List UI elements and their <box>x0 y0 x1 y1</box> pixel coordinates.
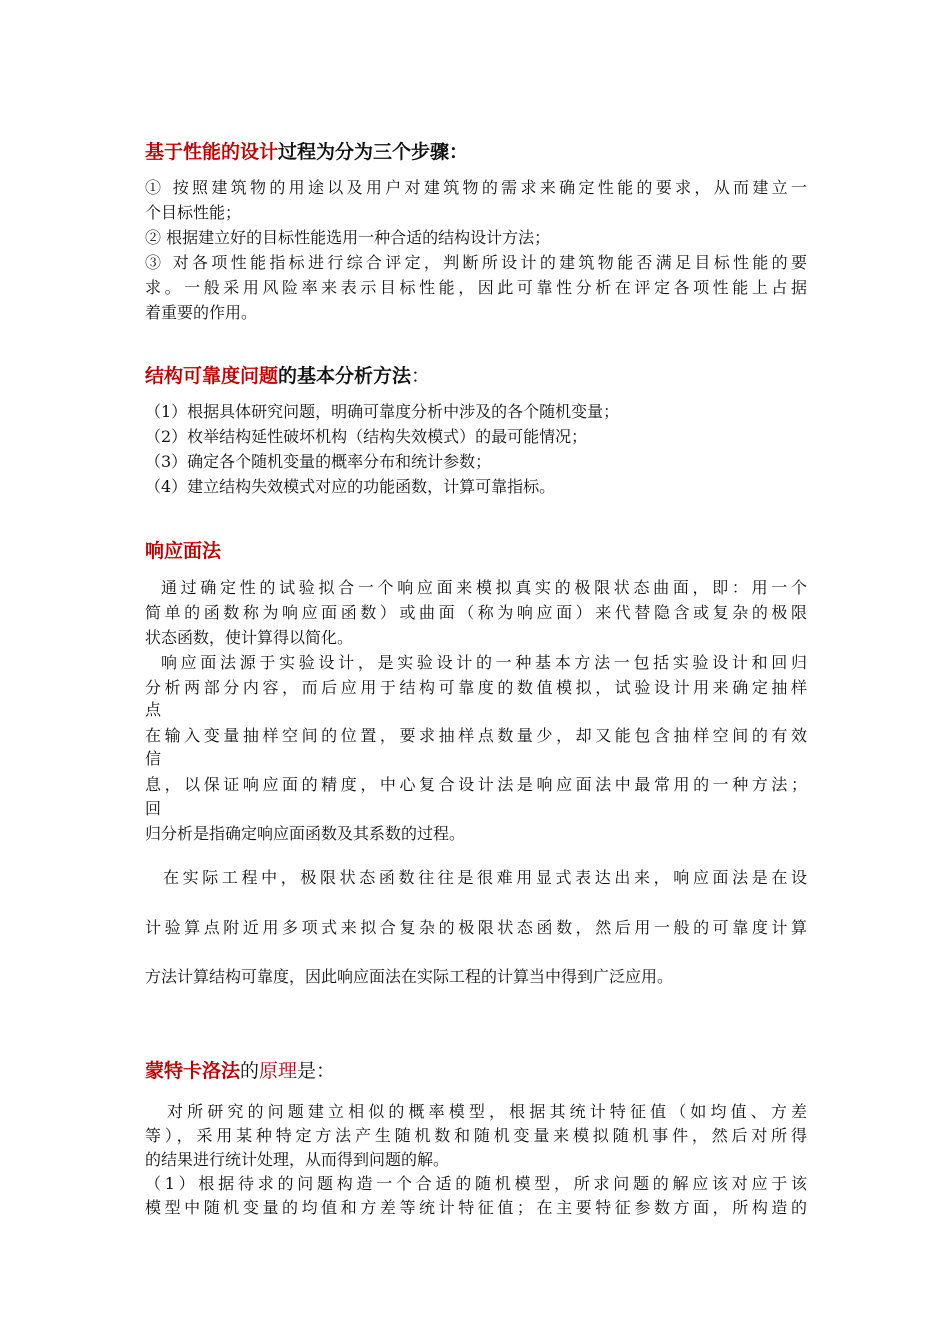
section3-line-1: 通过确定性的试验拟合一个响应面来模拟真实的极限状态曲面，即：用一个 <box>161 578 807 597</box>
section4-title-rest: 是： <box>297 1060 336 1082</box>
section3-line-14: 方法计算结构可靠度，因此响应面法在实际工程的计算当中得到广泛应用。 <box>145 967 674 986</box>
section3-title-highlight: 响应面法 <box>145 540 222 562</box>
section4-title-highlight-2: 原理 <box>259 1060 298 1082</box>
section1-heading <box>145 140 468 164</box>
section3-line-7: 在输入变量抽样空间的位置，要求抽样点数量少，却又能包含抽样空间的有效 <box>145 726 807 745</box>
section4-line-4: （1）根据待求的问题构造一个合适的随机模型，所求问题的解应该对应于该 <box>145 1174 807 1193</box>
section2-title-colon: ： <box>411 365 431 387</box>
section4-line-2: 等），采用某种特定方法产生随机数和随机变量来模拟随机事件，然后对所得 <box>145 1126 807 1145</box>
section1-line-3: ② 根据建立好的目标性能选用一种合适的结构设计方法； <box>145 228 551 247</box>
section3-line-5: 分析两部分内容，而后应用于结构可靠度的数值模拟，试验设计用来确定抽样 <box>145 678 807 697</box>
section3-line-13: 计验算点附近用多项式来拟合复杂的极限状态函数，然后用一般的可靠度计算 <box>145 918 807 937</box>
section2-title-highlight: 结构可靠度问题 <box>145 365 279 387</box>
section3-line-4: 响应面法源于实验设计，是实验设计的一种基本方法一包括实验设计和回归 <box>161 653 807 672</box>
section3-line-8: 信 <box>145 749 162 768</box>
section2-line-2: （2）枚举结构延性破坏机构（结构失效模式）的最可能情况； <box>145 427 588 446</box>
section4-title-de: 的 <box>240 1060 260 1082</box>
section4-heading <box>145 1059 335 1083</box>
section1-title-rest: 过程为分为三个步骤： <box>278 141 469 163</box>
section2-line-1: （1）根据具体研究问题，明确可靠度分析中涉及的各个随机变量； <box>145 402 620 421</box>
section1-title-highlight: 基于性能的设计 <box>145 141 279 163</box>
section3-line-9: 息，以保证响应面的精度，中心复合设计法是响应面法中最常用的一种方法； <box>145 775 807 794</box>
section3-line-11: 归分析是指确定响应面函数及其系数的过程。 <box>145 824 466 843</box>
section1-line-6: 着重要的作用。 <box>145 303 258 322</box>
section1-line-2: 个目标性能； <box>145 203 242 222</box>
section2-line-4: （4）建立结构失效模式对应的功能函数，计算可靠指标。 <box>145 477 556 496</box>
section4-title-highlight: 蒙特卡洛法 <box>145 1060 241 1082</box>
section3-line-12: 在实际工程中，极限状态函数往往是很难用显式表达出来，响应面法是在设 <box>163 868 807 887</box>
section1-line-4: ③ 对各项性能指标进行综合评定，判断所设计的建筑物能否满足目标性能的要 <box>145 253 807 272</box>
section2-heading <box>145 364 430 388</box>
section4-line-3: 的结果进行统计处理，从而得到问题的解。 <box>145 1150 450 1169</box>
section2-line-3: （3）确定各个随机变量的概率分布和统计参数； <box>145 452 492 471</box>
section3-line-2: 简单的函数称为响应面函数）或曲面（称为响应面）来代替隐含或复杂的极限 <box>145 603 807 622</box>
section3-heading <box>145 539 221 563</box>
section4-line-1: 对所研究的问题建立相似的概率模型，根据其统计特征值（如均值、方差 <box>167 1102 807 1121</box>
section3-line-10: 回 <box>145 799 162 818</box>
section3-line-3: 状态函数，使计算得以简化。 <box>145 628 354 647</box>
section1-line-5: 求。一般采用风险率来表示目标性能，因此可靠性分析在评定各项性能上占据 <box>145 278 807 297</box>
section4-line-5: 模型中随机变量的均值和方差等统计特征值；在主要特征参数方面，所构造的 <box>145 1198 807 1217</box>
section2-title-rest: 的基本分析方法 <box>278 365 412 387</box>
section3-line-6: 点 <box>145 700 162 719</box>
section1-line-1: ① 按照建筑物的用途以及用户对建筑物的需求来确定性能的要求，从而建立一 <box>145 178 807 197</box>
